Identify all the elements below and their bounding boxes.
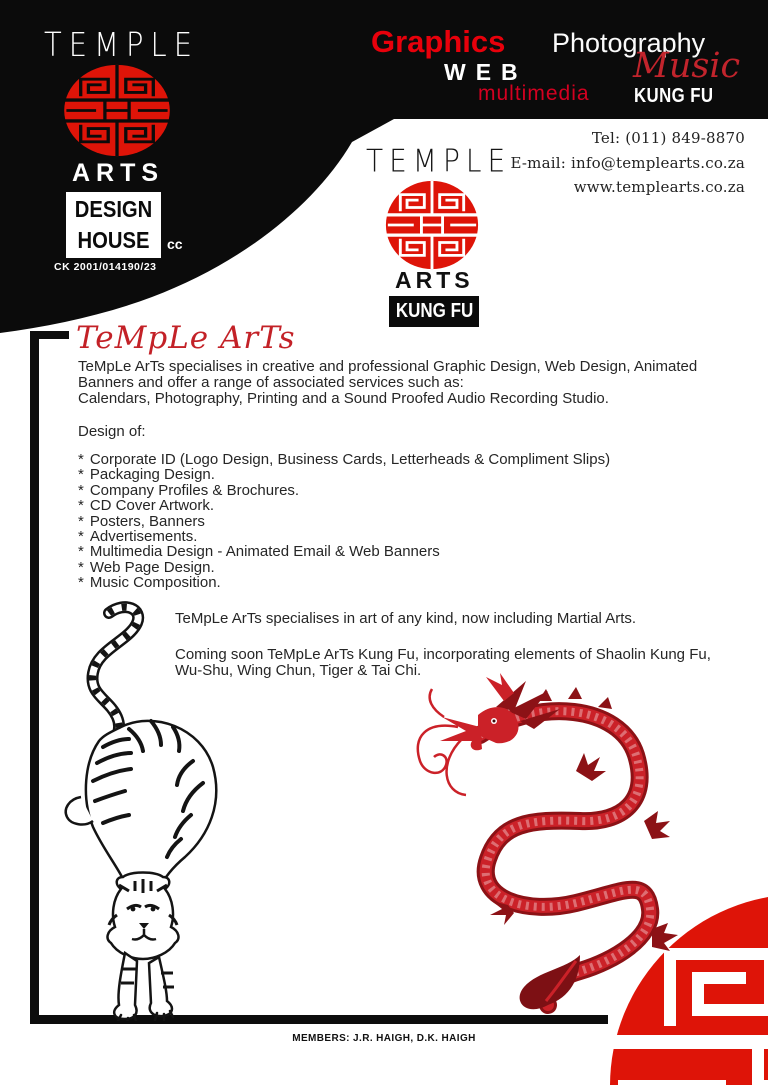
- list-item-text: CD Cover Artwork.: [89, 497, 215, 515]
- dragon-illustration: [408, 671, 680, 1023]
- arts-wordmark-left: ARTS: [72, 159, 165, 187]
- intro-line: Calendars, Photography, Printing and a Sound Proofed Audio Recording Studio.: [78, 389, 609, 407]
- intro-line: Banners and offer a range of associated services such as:: [78, 373, 464, 391]
- list-item: [78, 498, 610, 513]
- shou-emblem-icon: [384, 179, 480, 271]
- list-item: [78, 467, 610, 482]
- service-photography-label: Photography: [552, 28, 706, 58]
- list-item-text: Packaging Design.: [89, 466, 215, 484]
- list-bullet: *: [78, 481, 84, 499]
- list-bullet: *: [78, 543, 84, 561]
- list-item: [78, 452, 610, 467]
- shou-emblem-icon: [62, 63, 172, 158]
- temple-wordmark-left: TEMPLE: [44, 26, 200, 65]
- house-line: HOUSE: [77, 227, 150, 253]
- list-item-text: Web Page Design.: [89, 558, 215, 576]
- intro-paragraph: [78, 359, 697, 406]
- design-of-label: Design of:: [78, 423, 146, 440]
- list-item-text: Music Composition.: [89, 574, 221, 592]
- services-list: [78, 452, 610, 591]
- service-multimedia-label: multimedia: [478, 82, 590, 105]
- design-line: DESIGN: [74, 196, 153, 222]
- list-bullet: *: [78, 558, 84, 576]
- art-note: TeMpLe ArTs specialises in art of any kind, now including Martial Arts.: [175, 610, 637, 627]
- list-item-text: Multimedia Design - Animated Email & Web Banners: [89, 543, 440, 561]
- cc-suffix: cc: [167, 236, 183, 252]
- kungfu-box: [389, 296, 479, 327]
- list-item: [78, 514, 610, 529]
- list-bullet: *: [78, 512, 84, 530]
- list-item-text: Posters, Banners: [89, 512, 205, 530]
- page-heading: TeMpLe ArTs: [76, 320, 296, 356]
- list-item: [78, 483, 610, 498]
- members-footer: MEMBERS: J.R. HAIGH, D.K. HAIGH: [292, 1033, 476, 1044]
- intro-line: TeMpLe ArTs specialises in creative and professional Graphic Design, Web Design, Animated: [78, 358, 698, 375]
- list-item: [78, 575, 610, 590]
- service-music-label: Music: [633, 46, 741, 86]
- list-item: [78, 544, 610, 559]
- arts-wordmark-center: ARTS: [395, 267, 474, 293]
- kungfu-label: KUNG FU: [395, 300, 474, 322]
- tel-line: Tel: (011) 849-8870: [591, 129, 745, 147]
- list-bullet: *: [78, 528, 84, 546]
- service-web-label: WEB: [444, 59, 528, 85]
- list-item-text: Advertisements.: [89, 528, 198, 546]
- design-house-box: [66, 192, 161, 258]
- list-bullet: *: [78, 574, 84, 592]
- coming-soon-line: Coming soon TeMpLe ArTs Kung Fu, incorporating elements of Shaolin Kung Fu,: [175, 646, 711, 663]
- list-item: [78, 560, 610, 575]
- company-registration-number: CK 2001/014190/23: [54, 261, 157, 273]
- list-item-text: Company Profiles & Brochures.: [89, 481, 300, 499]
- tiger-illustration: [32, 601, 234, 1021]
- email-line: E-mail: info@templearts.co.za: [510, 153, 745, 172]
- website-line: www.templearts.co.za: [573, 178, 745, 196]
- coming-soon-line: Wu-Shu, Wing Chun, Tiger & Tai Chi.: [175, 661, 422, 679]
- temple-wordmark-center: TEMPLE: [366, 143, 512, 180]
- list-item-text: Corporate ID (Logo Design, Business Cards, Letterheads & Compliment Slips): [89, 451, 611, 468]
- service-kungfu-label: KUNG FU: [634, 85, 714, 107]
- list-bullet: *: [78, 497, 84, 515]
- list-item: [78, 529, 610, 544]
- list-bullet: *: [78, 451, 84, 468]
- list-bullet: *: [78, 466, 84, 484]
- service-graphics-label: Graphics: [371, 24, 506, 59]
